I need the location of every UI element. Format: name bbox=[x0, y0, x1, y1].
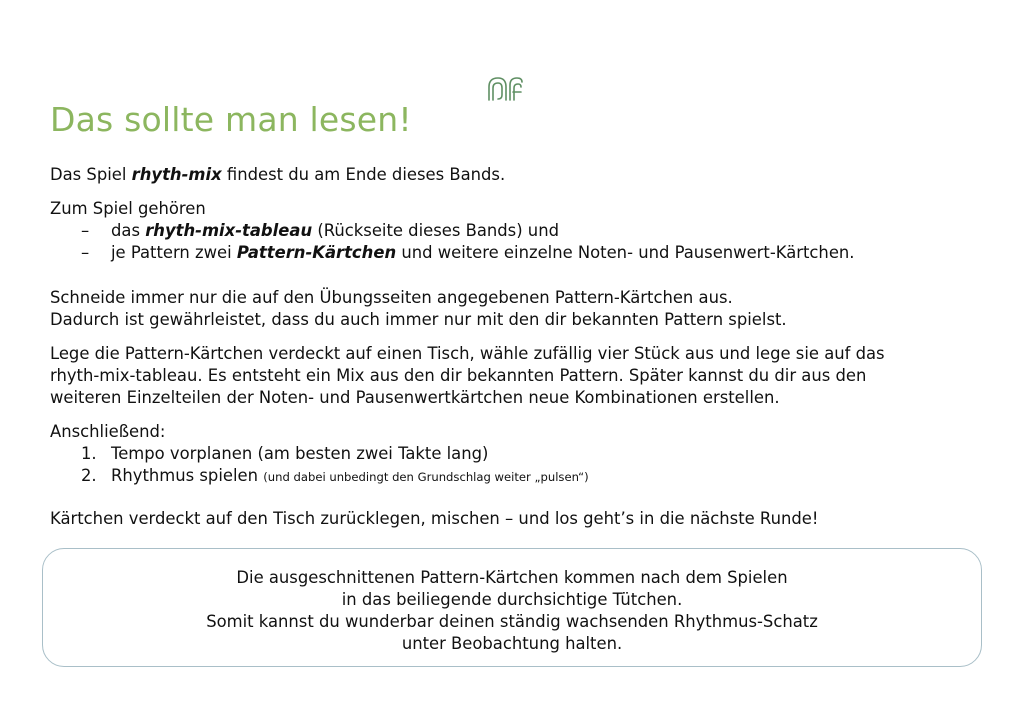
step-note: (und dabei unbedingt den Grundschlag weiter „pulsen“) bbox=[263, 470, 589, 484]
note-box: Die ausgeschnittenen Pattern-Kärtchen kommen nach dem Spielen in das beiliegende durchsichtige Tütchen. Somit kannst du wunderbar deinen ständig wachsenden Rhythmus-Schatz unter Beobachtung halten. bbox=[42, 548, 982, 667]
steps-list bbox=[50, 443, 990, 488]
dash-bullet: – bbox=[81, 243, 90, 262]
game-name: rhyth-mix bbox=[131, 165, 222, 184]
then-heading: Anschließend: bbox=[50, 422, 166, 441]
step-number: 1. bbox=[81, 444, 97, 463]
list-item: 2. Rhythmus spielen (und dabei unbedingt den Grundschlag weiter „pulsen“) bbox=[50, 465, 990, 488]
tableau-name: rhyth-mix-tableau bbox=[145, 221, 313, 240]
components-list bbox=[50, 220, 990, 264]
list-item: – das rhyth-mix-tableau (Rückseite dieses Bands) und bbox=[50, 220, 990, 242]
pattern-cards-name: Pattern-Kärtchen bbox=[236, 243, 397, 262]
instructions-body bbox=[50, 164, 990, 530]
list-item: 1. Tempo vorplanen (am besten zwei Takte lang) bbox=[50, 443, 990, 465]
intro-paragraph: Das Spiel rhyth-mix findest du am Ende dieses Bands. bbox=[50, 165, 506, 184]
cut-paragraph: Schneide immer nur die auf den Übungsseiten angegebenen Pattern-Kärtchen aus. Dadurch ist gewährleistet, dass du auch immer nur mit den dir bekannten Pattern spielst. bbox=[50, 288, 787, 329]
list-item: – je Pattern zwei Pattern-Kärtchen und weitere einzelne Noten- und Pausenwert-Kärtchen. bbox=[50, 242, 990, 264]
closing-paragraph: Kärtchen verdeckt auf den Tisch zurücklegen, mischen – und los geht’s in die nächste Runde! bbox=[50, 509, 819, 528]
step-number: 2. bbox=[81, 466, 97, 485]
publisher-logo-icon bbox=[486, 75, 524, 101]
play-paragraph: Lege die Pattern-Kärtchen verdeckt auf einen Tisch, wähle zufällig vier Stück aus und lege sie auf das rhyth-mix-tableau. Es entsteht ein Mix aus den dir bekannten Pattern. Später kannst du dir aus den weiteren Einzelteilen der Noten- und Pausenwertkärtchen neue Kombinationen erstellen. bbox=[50, 344, 885, 407]
page-title: Das sollte man lesen! bbox=[50, 100, 412, 139]
components-heading: Zum Spiel gehören bbox=[50, 199, 206, 218]
dash-bullet: – bbox=[81, 221, 90, 240]
